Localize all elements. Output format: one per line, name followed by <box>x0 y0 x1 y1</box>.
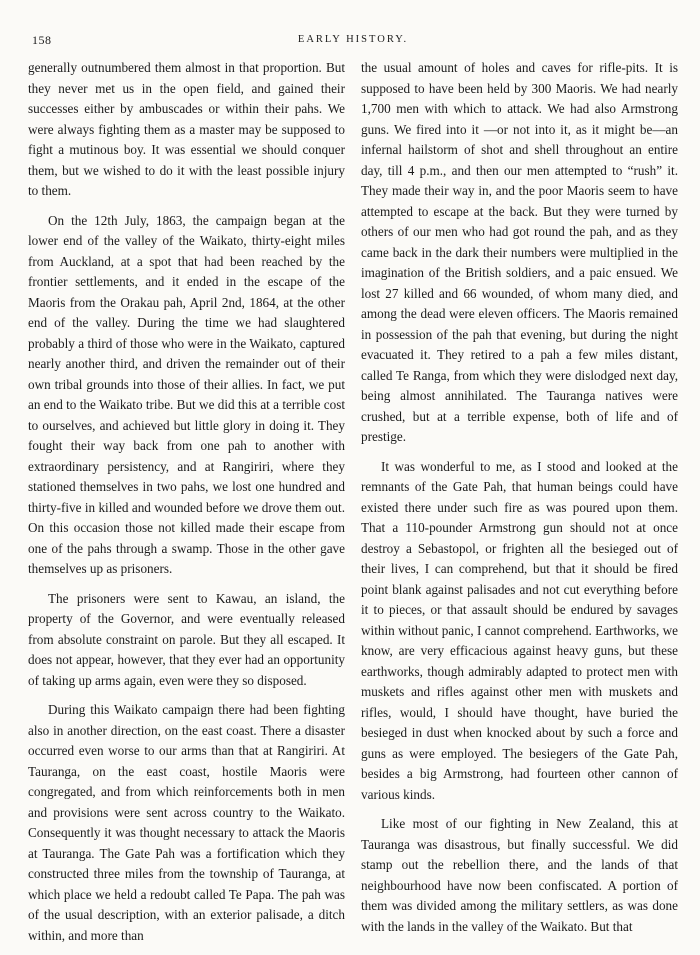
paragraph: It was wonderful to me, as I stood and looked at the remnants of the Gate Pah, that human beings could have existed there under such fire as was poured upon them. That a 110-pounder Armstrong gun should not at once destroy a Sebastopol, or frighten all the besieged out of their lives, I can comprehend, but that it should be fired point blank against palisades and not cut everything before it to pieces, or that assault should be endured by savages within without panic, I cannot comprehend. Earthworks, we know, are very efficacious against heavy guns, but these earthworks, though admirably adapted to protect men with muskets and rifles against other men with muskets and rifles, would, I should have thought, have buried the besieged in dust when knocked about by such a force and guns as were employed. The besiegers of the Gate Pah, besides a big Armstrong, had fourteen other cannon of various kinds. <box>361 458 678 802</box>
right-column <box>361 58 678 955</box>
paragraph: The prisoners were sent to Kawau, an island, the property of the Governor, and were eventually released from absolute constraint on parole. But they all escaped. It does not appear, however, that they ever had an opportunity of taking up arms again, even were they so disposed. <box>28 590 345 688</box>
running-head <box>28 30 678 50</box>
page-number: 158 <box>32 33 52 47</box>
paragraph: the usual amount of holes and caves for rifle-pits. It is supposed to have been held by 300 Maoris. We had nearly 1,700 men with which to attack. We had also Armstrong guns. We fired into it —or not into it, as it might be—an infernal hailstorm of shot and shell throughout an entire day, till 4 p.m., and then our men attempted to “rush” it. They made their way in, and the poor Maoris seem to have attempted to escape at the back. But they were turned by others of our men who had got round the pah, and as they came back in the dark their numbers were multiplied in the imagination of the British soldiers, and a paic ensued. We lost 27 killed and 66 wounded, of whom many died, and among the dead were eleven officers. The Maoris remained in possession of the pah that evening, but during the night evacuated it. They retired to a pah a few miles distant, called Te Ranga, from which they were dislodged next day, being almost annihilated. The Tauranga natives were crushed, but at a terrible expense, both of life and of prestige. <box>361 60 678 444</box>
paragraph: Like most of our fighting in New Zealand, this at Tauranga was disastrous, but finally successful. We did stamp out the rebellion there, and the lands of that neighbourhood have now been confiscated. A portion of them was divided among the military settlers, as was done with the lands in the valley of the Waikato. But that <box>361 816 678 934</box>
paragraph: generally outnumbered them almost in that proportion. But they never met us in the open field, and gained their successes either by ambuscades or within their pahs. We were always fighting them as a master may be supposed to fight a mutinous boy. It was essential we should conquer them, but we wished to do it with the least possible injury to them. <box>28 60 345 198</box>
paragraph: During this Waikato campaign there had been fighting also in another direction, on the east coast. There a disaster occurred even worse to our arms than that at Rangiriri. At Tauranga, on the east coast, hostile Maoris were congregated, and from which reinforcements both in men and provisions were sent across country to the Waikato. Consequently it was thought necessary to attack the Maoris at Tauranga. The Gate Pah was a fortification which they constructed three miles from the township of Tauranga, at which place we held a redoubt called Te Papa. The pah was of the usual description, with an exterior palisade, a ditch within, and more than <box>28 702 345 943</box>
text-columns <box>28 58 678 955</box>
left-column <box>28 58 345 955</box>
running-title: EARLY HISTORY. <box>297 34 409 45</box>
paragraph: On the 12th July, 1863, the campaign began at the lower end of the valley of the Waikato, thirty-eight miles from Auckland, at a spot that had been reached by the frontier settlements, and it ended in the escape of the Maoris from the Orakau pah, April 2nd, 1864, at the other end of the valley. During the time we had slaughtered probably a third of those who were in the Waikato, captured nearly another third, and driven the remainder out of their own tribal grounds into those of their allies. In fact, we put an end to the Waikato tribe. But we did this at a terrible cost to ourselves, and achieved but little glory in doing it. They fought their way back from one pah to another with extraordinary persistency, and at Rangiriri, where they stationed themselves in two pahs, we lost one hundred and thirty-five in killed and wounded before we drove them out. On this occasion those not killed made their escape from one of the pahs through a swamp. Those in the other gave themselves up as prisoners. <box>28 212 345 576</box>
